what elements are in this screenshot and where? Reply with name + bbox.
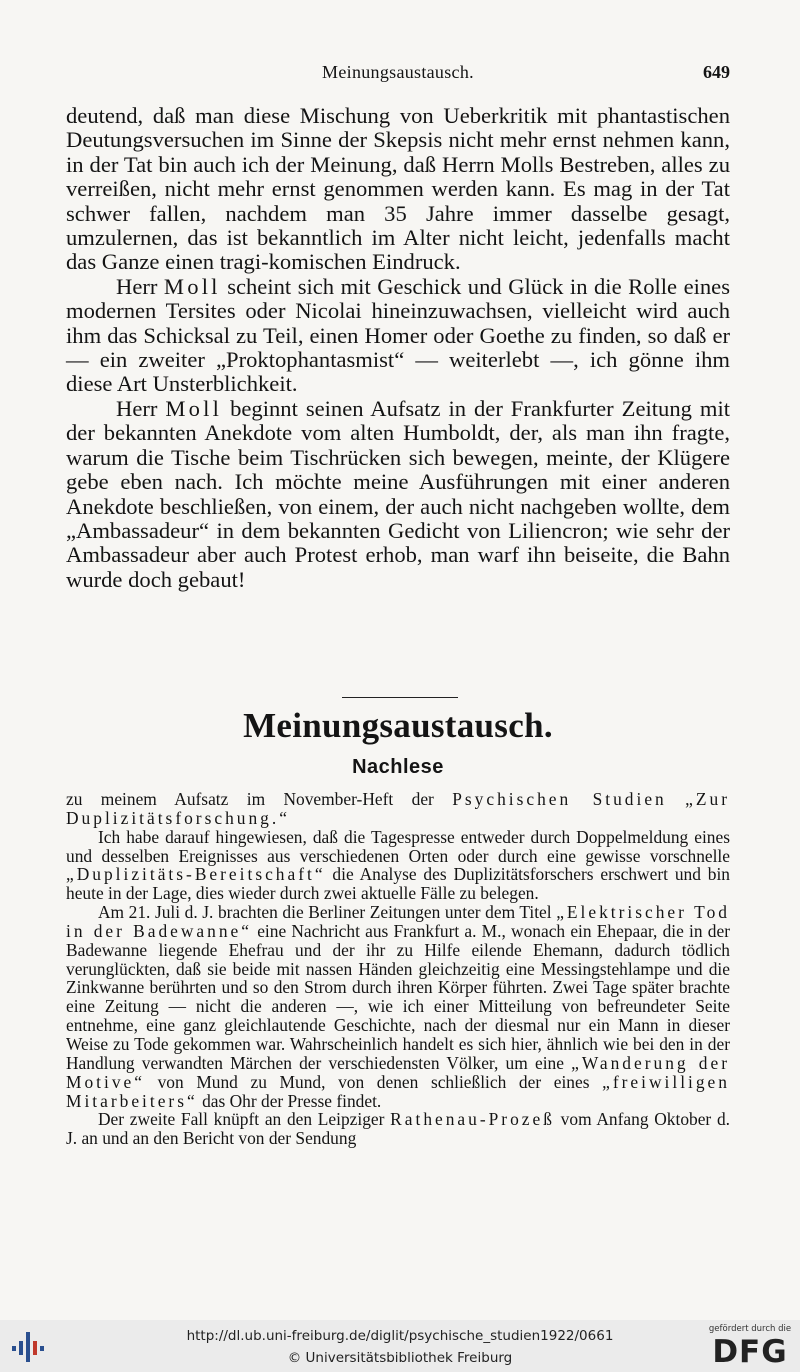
dfg-funding-label: gefördert durch die: [708, 1324, 792, 1334]
source-url-link[interactable]: http://dl.ub.uni-freiburg.de/diglit/psychische_studien1922/0661: [186, 1328, 614, 1344]
spaced-text: „Wanderung der Motive“: [66, 1052, 730, 1092]
spaced-text: Rathenau-Prozeß: [390, 1109, 555, 1130]
section-title: Meinungsaustausch.: [243, 706, 553, 745]
section-divider: [342, 697, 458, 698]
dfg-logo: [708, 1324, 792, 1370]
paragraph-text: Der zweite Fall knüpft an den Leipziger: [98, 1109, 385, 1130]
paragraph-text: deutend, daß man diese Mischung von Ueberkritik mit phantastischen Deutungsversuchen im Sinne der Skepsis nicht mehr ernst nehmen kann, in der Tat bin auch ich der Meinung, daß Herrn Molls Bestreben, alles zu verreißen, nicht mehr ernst genommen werden kann. Es mag in der Tat schwer fallen, nachdem man 35 Jahre immer dasselbe gesagt, umzulernen, das ist bekanntlich im Alter nicht leicht, jedenfalls macht das Ganze einen tragi-komischen Eindruck.: [66, 103, 730, 275]
paragraph-text: Herr: [116, 395, 158, 421]
paragraph-text: das Ohr der Presse findet.: [202, 1090, 382, 1111]
spaced-text: „freiwilligen Mitarbeiters“: [66, 1071, 730, 1111]
paragraph-text: Ich habe darauf hingewiesen, daß die Tagespresse entweder durch Doppelmeldung eines und desselben Ereignisses aus verschiedenen Orten oder durch eine gewisse vorschnelle: [66, 826, 730, 866]
paragraph-text: Herr: [116, 273, 158, 299]
paragraph: [66, 903, 730, 1110]
paragraph-text: von Mund zu Mund, von denen schließlich der eines: [157, 1071, 590, 1092]
page-number: 649: [703, 62, 730, 82]
copyright-notice: © Universitätsbibliothek Freiburg: [287, 1350, 513, 1366]
paragraph: [66, 828, 730, 903]
paragraph-text: Am 21. Juli d. J. brachten die Berliner Zeitungen unter dem Titel: [98, 902, 552, 923]
spaced-text: „Zur Duplizitätsforschung.“: [66, 789, 730, 828]
paragraph: [66, 790, 730, 828]
paragraph-text: vom Anfang Oktober d. J. an und an den Bericht von der Sendung: [66, 1109, 730, 1149]
spaced-text: „Elektrischer Tod in der Badewanne“: [66, 902, 730, 941]
paragraph-text: scheint sich mit Geschick und Glück in die Rolle eines modernen Tersites oder Nicolai hineinzuwachsen, vielleicht wird auch ihm das Schicksal zu Teil, einen Homer oder Goethe zu finden, so daß er — ein zweiter „Proktophantasmist“ — weiterlebt —, ich gönne ihm diese Art Unsterblichkeit.: [66, 273, 730, 397]
dfg-wordmark: DFG: [712, 1334, 788, 1370]
upper-article-text: [66, 104, 730, 592]
paragraph-text: die Analyse des Duplizitätsforschers erschwert und bin heute in der Lage, dies wieder durch zwei aktuelle Fälle zu belegen.: [66, 864, 730, 904]
paragraph: [66, 1110, 730, 1148]
running-title: Meinungsaustausch.: [322, 62, 474, 82]
paragraph-text: eine Nachricht aus Frankfurt a. M., wonach ein Ehepaar, die in der Badewanne liegende Ehefrau und der ihr zu Hilfe eilende Ehemann, dadurch tödlich verunglückten, daß sie beide mit nassen Händen gleichzeitig eine Messingstehlampe und die Zinkwanne berührten und so den Strom durch ihren Körper führten. Zwei Tage später brachte eine Zeitung — nicht die anderen —, wie ich einer Mitteilung von befreundeter Seite entnehme, eine ganz gleichlautende Geschichte, nach der diesmal nur ein Mann in dieser Weise zu Tode gekommen war. Wahrscheinlich handelt es sich hier, ähnlich wie bei den in der Handlung verwandten Märchen der verschiedensten Völker, um eine: [66, 920, 730, 1073]
page-header: [66, 62, 730, 86]
paragraph: [66, 104, 730, 275]
spaced-text: Psychischen Studien: [452, 789, 667, 809]
spaced-name: Moll: [165, 395, 223, 421]
section-subtitle: Nachlese: [352, 756, 444, 778]
spaced-name: Moll: [163, 273, 221, 299]
paragraph: [66, 397, 730, 592]
lower-article-text: [66, 790, 730, 1148]
spaced-text: „Duplizitäts-Bereitschaft“: [66, 864, 326, 885]
paragraph-text: beginnt seinen Aufsatz in der Frankfurter Zeitung mit der bekannten Anekdote vom alten Humboldt, der, als man ihn fragte, warum die Tische beim Tischrücken sich bewegen, meinte, der Klügere gebe eben nach. Ich möchte meine Ausführungen mit einer anderen Anekdote beschließen, von einem, der auch nicht nachgeben wollte, dem „Ambassadeur“ in dem bekannten Gedicht von Liliencron; wie sehr der Ambassadeur aber auch Protest erhob, man warf ihn beiseite, die Bahn wurde doch gebaut!: [66, 395, 731, 592]
paragraph: [66, 275, 730, 397]
library-footer: [0, 1320, 800, 1372]
paragraph-text: zu meinem Aufsatz im November-Heft der: [66, 789, 434, 809]
